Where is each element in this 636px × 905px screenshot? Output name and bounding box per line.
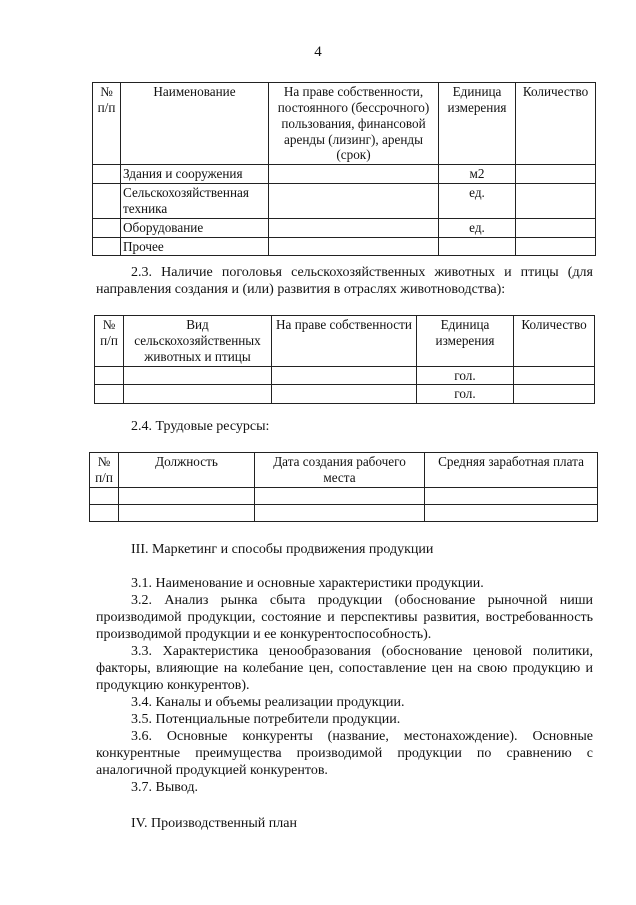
table-cell xyxy=(124,366,272,385)
col-header-number: № п/п xyxy=(93,83,121,165)
col-header-job-date: Дата создания рабочего места xyxy=(255,453,425,488)
table-cell xyxy=(119,487,255,504)
table-cell xyxy=(516,218,596,237)
livestock-table xyxy=(94,315,595,404)
table-cell xyxy=(269,165,439,184)
table-cell xyxy=(93,184,121,219)
col-header-position: Должность xyxy=(119,453,255,488)
col-header-ownership: На праве собственности, постоянного (бессрочного) пользования, финансовой аренды (лизинг), аренды (срок) xyxy=(269,83,439,165)
table-cell xyxy=(516,165,596,184)
col-header-animal-type: Вид сельскохозяйственных животных и птицы xyxy=(124,316,272,367)
table-header-row xyxy=(90,453,598,488)
page-number: 4 xyxy=(314,44,322,60)
table-cell: Здания и сооружения xyxy=(121,165,269,184)
table-cell xyxy=(425,487,598,504)
table-cell xyxy=(272,366,417,385)
table-row xyxy=(90,487,598,504)
table-cell xyxy=(255,504,425,521)
table-cell xyxy=(95,366,124,385)
table-header-row xyxy=(95,316,595,367)
table-cell: м2 xyxy=(439,165,516,184)
col-header-unit: Единица измерения xyxy=(417,316,514,367)
table-cell xyxy=(255,487,425,504)
table-cell xyxy=(272,385,417,404)
table-cell xyxy=(516,237,596,256)
table-cell xyxy=(90,504,119,521)
item-3-6: 3.6. Основные конкуренты (название, местонахождение). Основные конкурентные преимущества производимой продукции по сравнению с аналогичной продукцией конкурентов. xyxy=(96,729,593,778)
table-cell: ед. xyxy=(439,184,516,219)
table-cell xyxy=(439,237,516,256)
col-header-name: Наименование xyxy=(121,83,269,165)
col-header-number: № п/п xyxy=(90,453,119,488)
section-2-3-paragraph: 2.3. Наличие поголовья сельскохозяйственных животных и птицы (для направления создания и (или) развития в отраслях животноводства): xyxy=(96,265,593,297)
table-row xyxy=(95,366,595,385)
col-header-quantity: Количество xyxy=(516,83,596,165)
table-cell: Оборудование xyxy=(121,218,269,237)
table-cell xyxy=(516,184,596,219)
table-cell xyxy=(514,385,595,404)
col-header-unit: Единица измерения xyxy=(439,83,516,165)
item-3-3: 3.3. Характеристика ценообразования (обоснование ценовой политики, факторы, влияющие на колебание цен, сопоставление цен на свою продукцию и продукцию конкурентов). xyxy=(96,644,593,693)
table-cell: гол. xyxy=(417,366,514,385)
table-cell xyxy=(425,504,598,521)
section-2-4-heading: 2.4. Трудовые ресурсы: xyxy=(131,419,270,434)
table-cell: Прочее xyxy=(121,237,269,256)
item-3-1: 3.1. Наименование и основные характеристики продукции. xyxy=(131,576,484,591)
table-row xyxy=(93,237,596,256)
table-cell xyxy=(124,385,272,404)
table-cell xyxy=(514,366,595,385)
section-3-title: III. Маркетинг и способы продвижения продукции xyxy=(131,542,434,557)
item-3-7: 3.7. Вывод. xyxy=(131,780,198,795)
table-cell: Сельскохозяйственная техника xyxy=(121,184,269,219)
workforce-table xyxy=(89,452,598,522)
table-row xyxy=(95,385,595,404)
table-row xyxy=(93,218,596,237)
table-cell xyxy=(269,184,439,219)
table-cell xyxy=(269,237,439,256)
table-cell xyxy=(93,165,121,184)
table-cell xyxy=(93,237,121,256)
item-3-4: 3.4. Каналы и объемы реализации продукции. xyxy=(131,695,405,710)
table-cell xyxy=(269,218,439,237)
table-cell xyxy=(119,504,255,521)
col-header-number: № п/п xyxy=(95,316,124,367)
table-cell xyxy=(90,487,119,504)
table-cell xyxy=(93,218,121,237)
col-header-quantity: Количество xyxy=(514,316,595,367)
table-row xyxy=(93,184,596,219)
table-cell xyxy=(95,385,124,404)
table-row xyxy=(93,165,596,184)
table-header-row xyxy=(93,83,596,165)
table-cell: гол. xyxy=(417,385,514,404)
item-3-5: 3.5. Потенциальные потребители продукции. xyxy=(131,712,401,727)
col-header-avg-salary: Средняя заработная плата xyxy=(425,453,598,488)
item-3-2: 3.2. Анализ рынка сбыта продукции (обоснование рыночной ниши производимой продукции, состояние и перспективы развития, востребованность производимой продукции и ее конкурентоспособность). xyxy=(96,593,593,642)
section-4-title: IV. Производственный план xyxy=(131,816,297,831)
col-header-ownership: На праве собственности xyxy=(272,316,417,367)
table-cell: ед. xyxy=(439,218,516,237)
table-row xyxy=(90,504,598,521)
assets-table xyxy=(92,82,596,256)
